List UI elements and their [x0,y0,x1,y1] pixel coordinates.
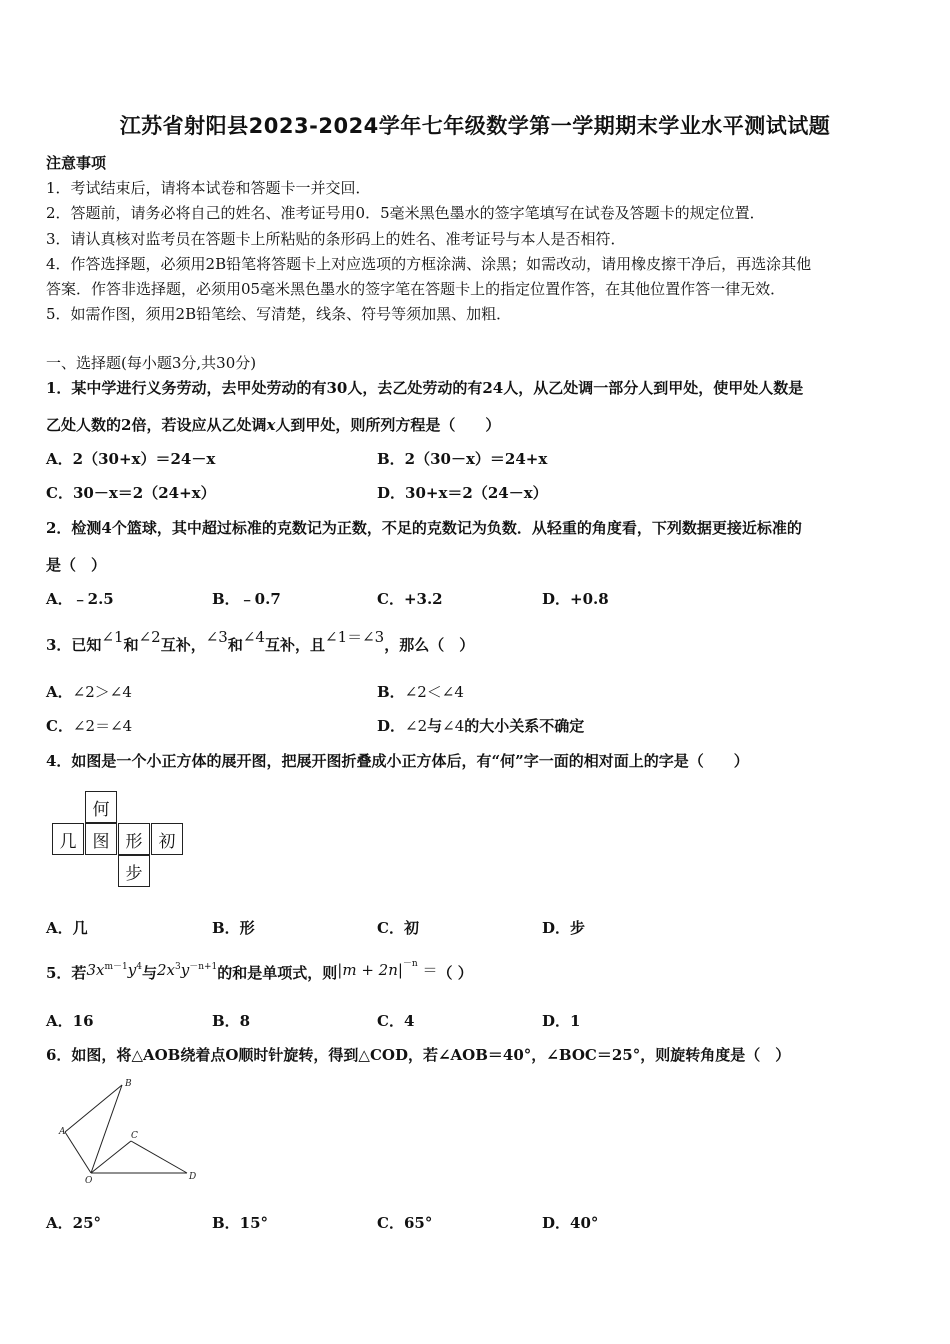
q6-option-b[interactable]: B．15° [212,1214,269,1232]
q5-option-c[interactable]: C．4 [377,1012,415,1030]
segment-oa [65,1132,91,1173]
q3-option-c[interactable]: C．∠2＝∠4 [46,717,133,735]
q4-option-d[interactable]: D．步 [542,919,586,937]
notice-item: 5．如需作图，须用2B铅笔绘、写清楚，线条、符号等须加黑、加粗． [46,305,512,323]
notice-heading: 注意事项 [46,154,107,172]
notice-item: 1．考试结束后，请将本试卷和答题卡一并交回． [46,179,371,197]
q1-option-a[interactable]: A．2（30+x）＝24－x [46,450,216,468]
q6-option-c[interactable]: C．65° [377,1214,433,1232]
q2-option-b[interactable]: B．﹣0.7 [212,590,281,608]
question-1-line-2: 乙处人数的2倍，若设应从乙处调x人到甲处，则所列方程是（ ） [46,416,501,434]
notice-item: 答案．作答非选择题，必须用05毫米黑色墨水的签字笔在答题卡上的指定位置作答，在其他位置作答一律无效． [46,280,786,298]
cube-face-he: 何 [85,791,117,823]
question-3-line: 3．已知∠1和∠2互补，∠3和∠4互补，且∠1＝∠3，那么（ ） [46,628,475,654]
question-6-line: 6．如图，将△AOB绕着点O顺时针旋转，得到△COD，若∠AOB＝40°，∠BOC＝25°，则旋转角度是（ ） [46,1046,791,1064]
point-label-b: B [125,1079,132,1089]
q1-option-c[interactable]: C．30－x＝2（24+x） [46,484,216,502]
rotation-triangle-figure [55,1075,205,1190]
q6-option-a[interactable]: A．25° [46,1214,102,1232]
point-label-a: A [59,1127,66,1137]
notice-item: 3．请认真核对监考员在答题卡上所粘贴的条形码上的姓名、准考证号与本人是否相符． [46,230,626,248]
cube-face-ji: 几 [52,823,84,855]
section-heading: 一、选择题(每小题3分,共30分) [46,354,257,372]
question-2-line-1: 2．检测4个篮球，其中超过标准的克数记为正数，不足的克数记为负数．从轻重的角度看，下列数据更接近标准的 [46,519,802,537]
notice-item: 4．作答选择题，必须用2B铅笔将答题卡上对应选项的方框涂满、涂黑；如需改动，请用橡皮擦干净后，再选涂其他 [46,255,812,273]
q2-option-a[interactable]: A．﹣2.5 [46,590,114,608]
q3-option-d[interactable]: D．∠2与∠4的大小关系不确定 [377,717,585,735]
q2-option-c[interactable]: C．+3.2 [377,590,443,608]
q6-option-d[interactable]: D．40° [542,1214,599,1232]
question-1-line-1: 1．某中学进行义务劳动，去甲处劳动的有30人，去乙处劳动的有24人，从乙处调一部分人到甲处，使甲处人数是 [46,379,804,397]
q5-option-d[interactable]: D．1 [542,1012,581,1030]
cube-face-bu: 步 [118,855,150,887]
cube-face-xing: 形 [118,823,150,855]
question-5-line: 5．若$3x^{m-1}y^4$与$2x^3y^{-n+1}$的和是单项式，则$|m + 2n|^{-n}$ ＝（ ） [46,959,473,982]
q5-option-b[interactable]: B．8 [212,1012,251,1030]
point-label-o: O [85,1176,93,1186]
notice-item: 2．答题前，请务必将自己的姓名、准考证号用0．5毫米黑色墨水的签字笔填写在试卷及答题卡的规定位置． [46,204,765,222]
q4-option-c[interactable]: C．初 [377,919,419,937]
question-2-line-2: 是（ ） [46,556,107,574]
cube-face-chu: 初 [151,823,183,855]
point-label-c: C [131,1131,138,1141]
q2-option-d[interactable]: D．+0.8 [542,590,609,608]
q5-option-a[interactable]: A．16 [46,1012,94,1030]
q1-option-b[interactable]: B．2（30－x）＝24+x [377,450,548,468]
segment-cd [131,1141,187,1173]
page-title: 江苏省射阳县2023-2024学年七年级数学第一学期期末学业水平测试试题 [119,114,831,138]
question-4-line: 4．如图是一个小正方体的展开图，把展开图折叠成小正方体后，有“何”字一面的相对面上的字是（ ） [46,752,749,770]
cube-face-tu: 图 [85,823,117,855]
q3-option-a[interactable]: A．∠2＞∠4 [46,683,132,701]
q4-option-a[interactable]: A．几 [46,919,88,937]
point-label-d: D [189,1172,197,1182]
q3-option-b[interactable]: B．∠2＜∠4 [377,683,464,701]
q1-option-d[interactable]: D．30+x＝2（24－x） [377,484,548,502]
q4-option-b[interactable]: B．形 [212,919,255,937]
